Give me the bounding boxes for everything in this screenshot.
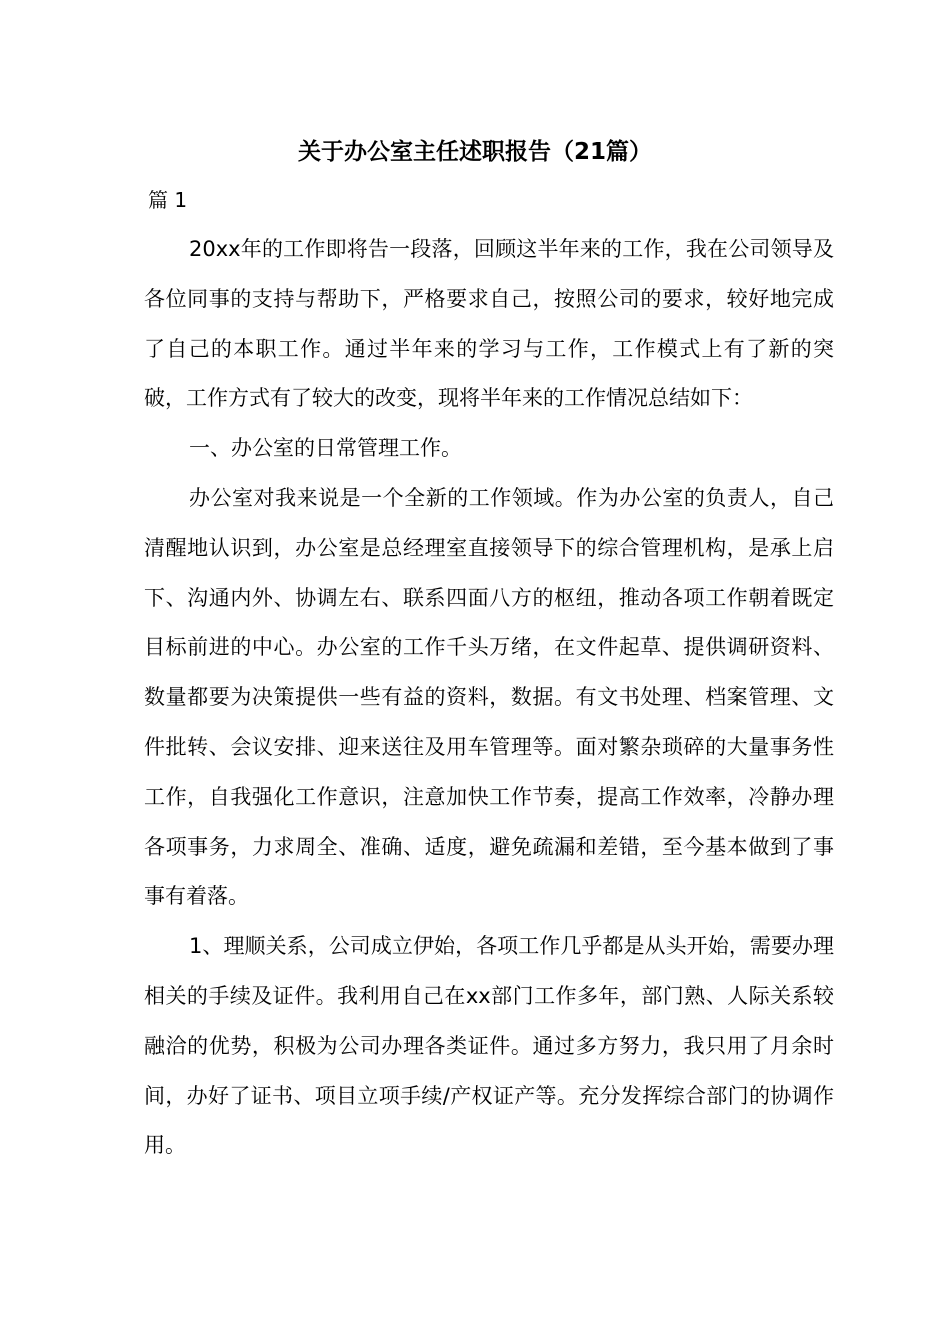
paragraph-heading-daily-management: 一、办公室的日常管理工作。 (189, 436, 462, 461)
paragraph-office-role: 办公室对我来说是一个全新的工作领域。作为办公室的负责人，自己清醒地认识到，办公室是总经理室直接领导下的综合管理机构，是承上启下、沟通内外、协调左右、联系四面八方的枢纽，推动各项工作朝着既定目标前进的中心。办公室的工作千头万绪，在文件起草、提供调研资料、数量都要为决策提供一些有益的资料，数据。有文书处理、档案管理、文件批转、会议安排、迎来送往及用车管理等。面对繁杂琐碎的大量事务性工作，自我强化工作意识，注意加快工作节奏，提高工作效率，冷静办理各项事务，力求周全、准确、适度，避免疏漏和差错，至今基本做到了事事有着落。 (144, 485, 834, 909)
section-label: 篇 1 (148, 188, 188, 212)
document-title: 关于办公室主任述职报告（21篇） (297, 139, 652, 165)
paragraph-intro: 20xx年的工作即将告一段落，回顾这半年来的工作，我在公司领导及各位同事的支持与帮助下，严格要求自己，按照公司的要求，较好地完成了自己的本职工作。通过半年来的学习与工作，工作模式上有了新的突破，工作方式有了较大的改变，现将半年来的工作情况总结如下： (144, 237, 834, 411)
paragraph-item-1: 1、理顺关系，公司成立伊始，各项工作几乎都是从头开始，需要办理相关的手续及证件。我利用自己在xx部门工作多年，部门熟、人际关系较融洽的优势，积极为公司办理各类证件。通过多方努力，我只用了月余时间，办好了证书、项目立项手续/产权证产等。充分发挥综合部门的协调作用。 (144, 934, 834, 1158)
document-body (144, 225, 834, 1171)
